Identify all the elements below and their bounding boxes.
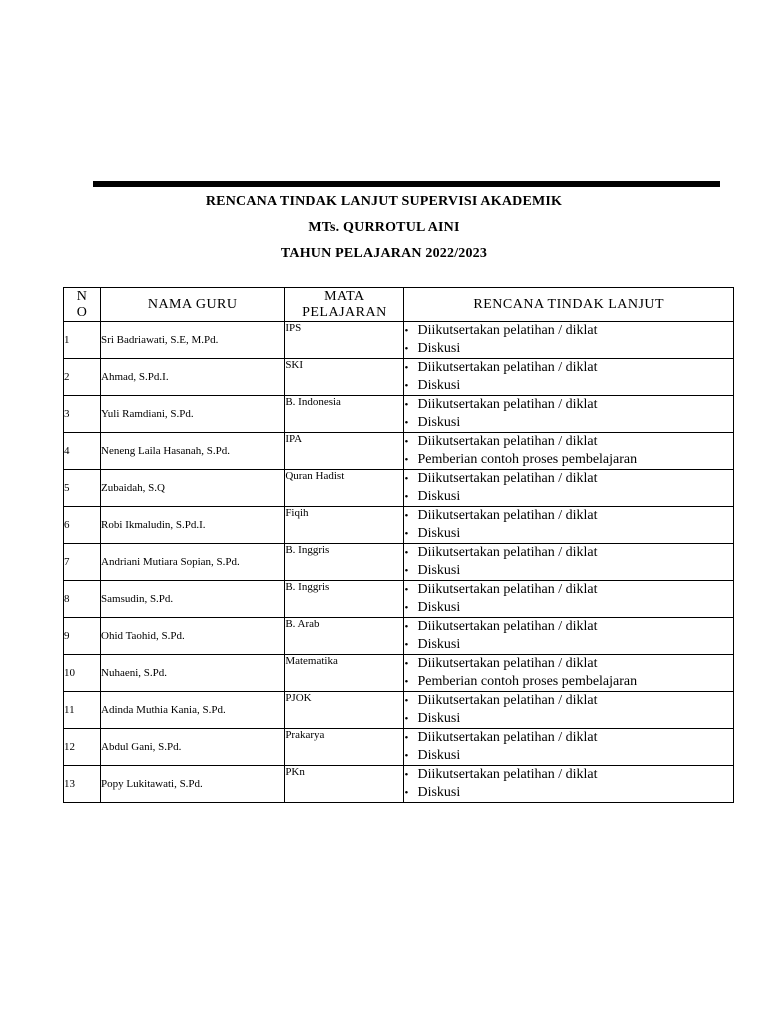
teacher-name: Nuhaeni, S.Pd. [101, 655, 285, 692]
row-number: 9 [64, 618, 101, 655]
follow-up-plan-cell [404, 618, 734, 655]
bullet-icon: • [404, 621, 409, 633]
school-name: MTs. QURROTUL AINI [308, 220, 460, 235]
top-rule [93, 181, 720, 187]
follow-up-plan-text: Diikutsertakan pelatihan / diklat [417, 730, 598, 745]
follow-up-plan-cell [404, 433, 734, 470]
bullet-icon: • [404, 676, 409, 688]
follow-up-plan-text: Diskusi [417, 378, 461, 393]
follow-up-plan-text: Diskusi [417, 748, 461, 763]
column-header-subject [285, 288, 404, 322]
follow-up-plan-text: Diikutsertakan pelatihan / diklat [417, 619, 598, 634]
follow-up-plan-cell [404, 581, 734, 618]
follow-up-plan-item [404, 396, 733, 414]
bullet-icon: • [404, 491, 409, 503]
follow-up-plan-item [404, 655, 733, 673]
follow-up-plan-cell [404, 544, 734, 581]
bullet-icon: • [404, 695, 409, 707]
bullet-icon: • [404, 510, 409, 522]
follow-up-plan-item [404, 729, 733, 747]
follow-up-plan-text: Diskusi [417, 341, 461, 356]
bullet-icon: • [404, 343, 409, 355]
subject: IPS [285, 322, 404, 359]
bullet-icon: • [404, 417, 409, 429]
teacher-name: Sri Badriawati, S.E, M.Pd. [101, 322, 285, 359]
subject: B. Inggris [285, 581, 404, 618]
follow-up-plan-cell [404, 396, 734, 433]
table-header-row [64, 288, 734, 322]
follow-up-plan-text: Diskusi [417, 637, 461, 652]
teacher-name: Robi Ikmaludin, S.Pd.I. [101, 507, 285, 544]
row-number: 12 [64, 729, 101, 766]
follow-up-plan-item [404, 359, 733, 377]
follow-up-plan-item [404, 636, 733, 654]
follow-up-plan-text: Diskusi [417, 415, 461, 430]
follow-up-plan-text: Diikutsertakan pelatihan / diklat [417, 767, 598, 782]
table-row [64, 618, 734, 655]
subject: SKI [285, 359, 404, 396]
row-number: 1 [64, 322, 101, 359]
follow-up-plan-table [63, 287, 734, 803]
subject: B. Indonesia [285, 396, 404, 433]
academic-year: TAHUN PELAJARAN 2022/2023 [280, 246, 488, 261]
document-title: RENCANA TINDAK LANJUT SUPERVISI AKADEMIK [205, 194, 563, 209]
teacher-name: Neneng Laila Hasanah, S.Pd. [101, 433, 285, 470]
table-row [64, 544, 734, 581]
follow-up-plan-cell [404, 322, 734, 359]
follow-up-plan-item [404, 433, 733, 451]
subject: B. Inggris [285, 544, 404, 581]
column-header-no-line2: O [76, 304, 88, 320]
follow-up-plan-text: Diikutsertakan pelatihan / diklat [417, 323, 598, 338]
follow-up-plan-cell [404, 766, 734, 803]
follow-up-plan-item [404, 692, 733, 710]
table-row [64, 396, 734, 433]
subject: Quran Hadist [285, 470, 404, 507]
follow-up-plan-item [404, 784, 733, 802]
follow-up-plan-cell [404, 507, 734, 544]
follow-up-plan-item [404, 414, 733, 432]
teacher-name: Ohid Taohid, S.Pd. [101, 618, 285, 655]
column-header-teacher-name: NAMA GURU [101, 288, 285, 322]
follow-up-plan-item [404, 673, 733, 691]
bullet-icon: • [404, 602, 409, 614]
bullet-icon: • [404, 565, 409, 577]
bullet-icon: • [404, 547, 409, 559]
follow-up-plan-text: Pemberian contoh proses pembelajaran [417, 674, 638, 689]
subject: B. Arab [285, 618, 404, 655]
follow-up-plan-text: Pemberian contoh proses pembelajaran [417, 452, 638, 467]
bullet-icon: • [404, 787, 409, 799]
table-row [64, 655, 734, 692]
column-header-no-line1: N [76, 288, 88, 304]
column-header-subject-line1: MATA [324, 288, 365, 304]
row-number: 4 [64, 433, 101, 470]
follow-up-plan-text: Diikutsertakan pelatihan / diklat [417, 471, 598, 486]
follow-up-plan-text: Diskusi [417, 600, 461, 615]
bullet-icon: • [404, 713, 409, 725]
table-row [64, 470, 734, 507]
table-row [64, 729, 734, 766]
bullet-icon: • [404, 584, 409, 596]
follow-up-plan-item [404, 322, 733, 340]
follow-up-plan-text: Diskusi [417, 489, 461, 504]
bullet-icon: • [404, 528, 409, 540]
follow-up-plan-cell [404, 359, 734, 396]
column-header-subject-line2: PELAJARAN [302, 304, 387, 320]
row-number: 6 [64, 507, 101, 544]
table-row [64, 581, 734, 618]
bullet-icon: • [404, 380, 409, 392]
bullet-icon: • [404, 769, 409, 781]
table-row [64, 322, 734, 359]
teacher-name: Samsudin, S.Pd. [101, 581, 285, 618]
follow-up-plan-item [404, 544, 733, 562]
row-number: 7 [64, 544, 101, 581]
follow-up-plan-text: Diikutsertakan pelatihan / diklat [417, 360, 598, 375]
follow-up-plan-item [404, 599, 733, 617]
table-row [64, 692, 734, 729]
subject: Matematika [285, 655, 404, 692]
bullet-icon: • [404, 732, 409, 744]
bullet-icon: • [404, 658, 409, 670]
follow-up-plan-item [404, 618, 733, 636]
follow-up-plan-item [404, 581, 733, 599]
subject: PJOK [285, 692, 404, 729]
follow-up-plan-item [404, 377, 733, 395]
follow-up-plan-text: Diikutsertakan pelatihan / diklat [417, 508, 598, 523]
row-number: 5 [64, 470, 101, 507]
bullet-icon: • [404, 325, 409, 337]
follow-up-plan-text: Diskusi [417, 785, 461, 800]
bullet-icon: • [404, 454, 409, 466]
bullet-icon: • [404, 436, 409, 448]
follow-up-plan-item [404, 562, 733, 580]
subject: PKn [285, 766, 404, 803]
follow-up-plan-text: Diikutsertakan pelatihan / diklat [417, 656, 598, 671]
bullet-icon: • [404, 473, 409, 485]
follow-up-plan-text: Diikutsertakan pelatihan / diklat [417, 397, 598, 412]
table-row [64, 359, 734, 396]
follow-up-plan-cell [404, 692, 734, 729]
follow-up-plan-text: Diikutsertakan pelatihan / diklat [417, 545, 598, 560]
teacher-name: Adinda Muthia Kania, S.Pd. [101, 692, 285, 729]
bullet-icon: • [404, 750, 409, 762]
table-row [64, 766, 734, 803]
teacher-name: Andriani Mutiara Sopian, S.Pd. [101, 544, 285, 581]
table-row [64, 507, 734, 544]
follow-up-plan-text: Diikutsertakan pelatihan / diklat [417, 693, 598, 708]
teacher-name: Abdul Gani, S.Pd. [101, 729, 285, 766]
follow-up-plan-item [404, 340, 733, 358]
row-number: 11 [64, 692, 101, 729]
follow-up-plan-item [404, 710, 733, 728]
follow-up-plan-item [404, 451, 733, 469]
row-number: 2 [64, 359, 101, 396]
row-number: 10 [64, 655, 101, 692]
follow-up-plan-text: Diikutsertakan pelatihan / diklat [417, 434, 598, 449]
teacher-name: Yuli Ramdiani, S.Pd. [101, 396, 285, 433]
follow-up-plan-cell [404, 655, 734, 692]
follow-up-plan-item [404, 470, 733, 488]
table-body [64, 322, 734, 803]
follow-up-plan-item [404, 747, 733, 765]
subject: IPA [285, 433, 404, 470]
follow-up-plan-item [404, 525, 733, 543]
subject: Fiqih [285, 507, 404, 544]
follow-up-plan-text: Diskusi [417, 563, 461, 578]
follow-up-plan-text: Diskusi [417, 711, 461, 726]
follow-up-plan-item [404, 488, 733, 506]
column-header-no [64, 288, 101, 322]
row-number: 8 [64, 581, 101, 618]
follow-up-plan-cell [404, 470, 734, 507]
column-header-follow-up-plan: RENCANA TINDAK LANJUT [404, 288, 734, 322]
row-number: 13 [64, 766, 101, 803]
bullet-icon: • [404, 639, 409, 651]
teacher-name: Zubaidah, S.Q [101, 470, 285, 507]
teacher-name: Popy Lukitawati, S.Pd. [101, 766, 285, 803]
follow-up-plan-item [404, 507, 733, 525]
bullet-icon: • [404, 362, 409, 374]
bullet-icon: • [404, 399, 409, 411]
teacher-name: Ahmad, S.Pd.I. [101, 359, 285, 396]
table-row [64, 433, 734, 470]
follow-up-plan-item [404, 766, 733, 784]
subject: Prakarya [285, 729, 404, 766]
follow-up-plan-text: Diikutsertakan pelatihan / diklat [417, 582, 598, 597]
follow-up-plan-cell [404, 729, 734, 766]
row-number: 3 [64, 396, 101, 433]
follow-up-plan-text: Diskusi [417, 526, 461, 541]
